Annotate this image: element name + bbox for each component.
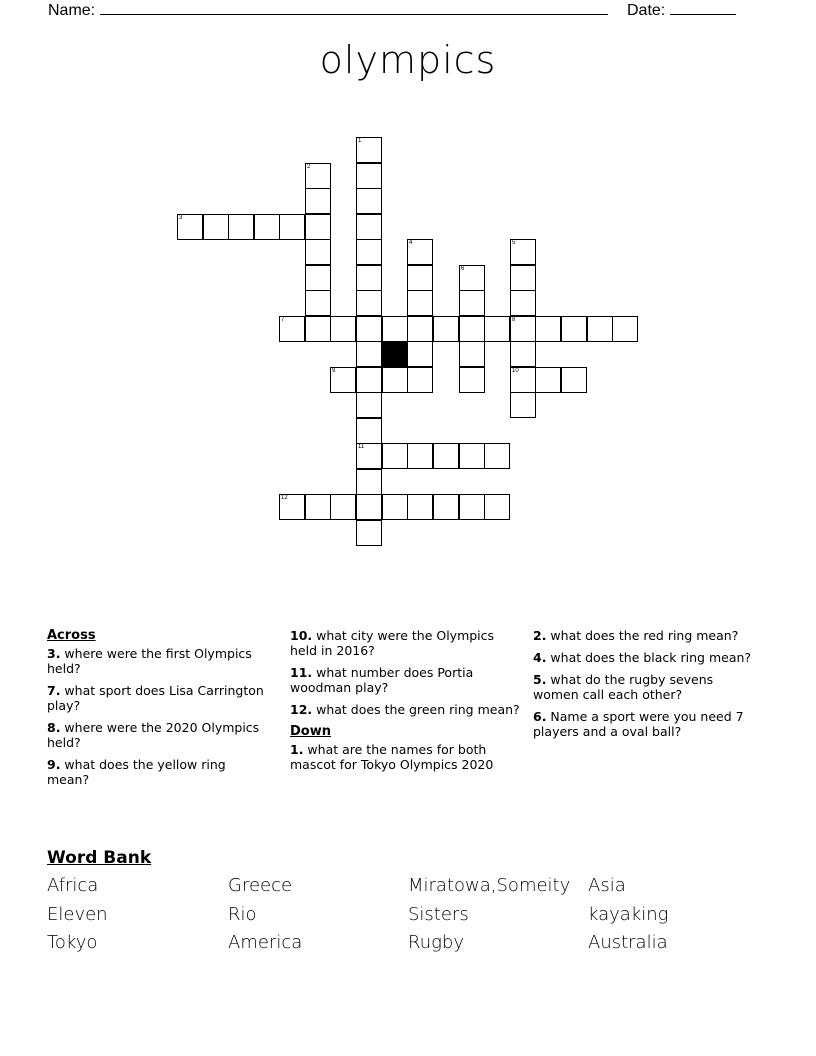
date-label: Date: bbox=[627, 2, 666, 19]
grid-cell[interactable] bbox=[407, 443, 433, 469]
clue-column-3 bbox=[533, 628, 758, 746]
grid-cell[interactable] bbox=[535, 316, 561, 342]
grid-cell[interactable] bbox=[330, 316, 356, 342]
grid-cell[interactable] bbox=[356, 239, 382, 265]
clue-number: 10 bbox=[512, 368, 519, 374]
clue-number: 7 bbox=[281, 317, 285, 323]
grid-cell[interactable] bbox=[356, 137, 382, 163]
grid-cell[interactable] bbox=[330, 494, 356, 520]
clue-text: what does the red ring mean? bbox=[546, 628, 739, 643]
grid-cell[interactable] bbox=[177, 214, 203, 240]
grid-cell[interactable] bbox=[587, 316, 613, 342]
word-bank-word: America bbox=[228, 932, 303, 953]
name-label: Name: bbox=[48, 2, 96, 19]
grid-cell[interactable] bbox=[356, 494, 382, 520]
grid-cell[interactable] bbox=[433, 316, 459, 342]
clue-text: what number does Portia woodman play? bbox=[290, 665, 474, 695]
word-bank-word: Miratowa,Someity bbox=[408, 875, 571, 896]
grid-cell[interactable] bbox=[305, 265, 331, 291]
grid-cell[interactable] bbox=[305, 239, 331, 265]
clue-number: 10. bbox=[290, 628, 313, 643]
clue bbox=[47, 720, 267, 750]
word-bank-word: Rugby bbox=[408, 932, 464, 953]
clue-number: 4. bbox=[533, 650, 547, 665]
grid-cell[interactable] bbox=[356, 443, 382, 469]
clue-text: what does the black ring mean? bbox=[546, 650, 752, 665]
clue-number: 2. bbox=[533, 628, 547, 643]
clue-column-2 bbox=[290, 628, 525, 779]
grid-cell[interactable] bbox=[305, 290, 331, 316]
grid-cell[interactable] bbox=[459, 367, 485, 393]
grid-cell[interactable] bbox=[305, 494, 331, 520]
clue bbox=[290, 702, 525, 717]
clue bbox=[290, 742, 525, 772]
clue-number: 12 bbox=[281, 495, 288, 501]
grid-cell[interactable] bbox=[305, 316, 331, 342]
grid-cell[interactable] bbox=[279, 494, 305, 520]
clue-column-1 bbox=[47, 628, 267, 794]
clue-number: 6. bbox=[533, 709, 547, 724]
grid-cell[interactable] bbox=[356, 341, 382, 367]
grid-cell[interactable] bbox=[228, 214, 254, 240]
word-bank-word: Tokyo bbox=[47, 932, 98, 953]
clue-number: 9. bbox=[47, 757, 61, 772]
grid-cell[interactable] bbox=[510, 392, 536, 418]
clue bbox=[533, 709, 758, 739]
word-bank-word: Australia bbox=[588, 932, 668, 953]
word-bank-word: Rio bbox=[228, 903, 257, 925]
grid-cell[interactable] bbox=[305, 188, 331, 214]
page-title: olympics bbox=[319, 38, 497, 82]
clue-text: what sport does Lisa Carrington play? bbox=[47, 683, 264, 713]
grid-cell[interactable] bbox=[433, 494, 459, 520]
word-bank-word: Greece bbox=[228, 875, 293, 896]
grid-cell[interactable] bbox=[356, 469, 382, 495]
word-bank-word: Sisters bbox=[408, 903, 469, 925]
across-heading: Across bbox=[47, 628, 96, 643]
grid-cell[interactable] bbox=[407, 265, 433, 291]
clue-text: Name a sport were you need 7 players and a oval ball? bbox=[533, 709, 744, 739]
grid-cell[interactable] bbox=[433, 443, 459, 469]
grid-cell[interactable] bbox=[510, 316, 536, 342]
grid-cell[interactable] bbox=[459, 443, 485, 469]
clue bbox=[290, 665, 525, 695]
grid-cell[interactable] bbox=[356, 290, 382, 316]
grid-cell[interactable] bbox=[407, 290, 433, 316]
grid-cell[interactable] bbox=[484, 316, 510, 342]
clue-number: 11. bbox=[290, 665, 313, 680]
word-bank-title: Word Bank bbox=[47, 848, 152, 868]
grid-cell[interactable] bbox=[407, 341, 433, 367]
clue-number: 8. bbox=[47, 720, 61, 735]
clue bbox=[47, 646, 267, 676]
grid-cell[interactable] bbox=[279, 214, 305, 240]
grid-cell[interactable] bbox=[305, 214, 331, 240]
clue-text: what do the rugby sevens women call each other? bbox=[533, 672, 714, 702]
grid-cell[interactable] bbox=[356, 188, 382, 214]
grid-cell[interactable] bbox=[254, 214, 280, 240]
clue bbox=[533, 628, 758, 643]
grid-cell[interactable] bbox=[459, 316, 485, 342]
word-bank-word: Asia bbox=[588, 875, 626, 896]
clue-number: 8 bbox=[512, 317, 516, 323]
grid-cell[interactable] bbox=[459, 265, 485, 291]
clue-text: where were the first Olympics held? bbox=[47, 646, 252, 676]
grid-cell[interactable] bbox=[382, 367, 408, 393]
grid-cell[interactable] bbox=[356, 367, 382, 393]
clue-number: 5 bbox=[512, 240, 516, 246]
clue-text: what are the names for both mascot for Tokyo Olympics 2020 bbox=[290, 742, 494, 772]
clue-number: 7. bbox=[47, 683, 61, 698]
clue-number: 5. bbox=[533, 672, 547, 687]
grid-cell[interactable] bbox=[407, 239, 433, 265]
clue-number: 4 bbox=[409, 240, 413, 246]
grid-cell[interactable] bbox=[612, 316, 638, 342]
grid-cell[interactable] bbox=[356, 316, 382, 342]
grid-cell[interactable] bbox=[561, 316, 587, 342]
grid-cell[interactable] bbox=[305, 163, 331, 189]
grid-cell[interactable] bbox=[510, 239, 536, 265]
clue-text: what does the green ring mean? bbox=[312, 702, 520, 717]
clue-number: 12. bbox=[290, 702, 313, 717]
clue-number: 11 bbox=[358, 444, 365, 450]
grid-cell[interactable] bbox=[561, 367, 587, 393]
clue-text: what does the yellow ring mean? bbox=[47, 757, 226, 787]
word-bank-word: Africa bbox=[47, 875, 99, 896]
grid-cell[interactable] bbox=[203, 214, 229, 240]
grid-cell[interactable] bbox=[356, 214, 382, 240]
clue bbox=[47, 757, 267, 787]
clue-number: 3. bbox=[47, 646, 61, 661]
grid-cell[interactable] bbox=[459, 341, 485, 367]
black-cell bbox=[382, 341, 408, 367]
grid-cell[interactable] bbox=[510, 290, 536, 316]
grid-cell[interactable] bbox=[356, 265, 382, 291]
grid-cell[interactable] bbox=[356, 520, 382, 546]
grid-cell[interactable] bbox=[459, 290, 485, 316]
grid-cell[interactable] bbox=[382, 316, 408, 342]
grid-cell[interactable] bbox=[382, 494, 408, 520]
grid-cell[interactable] bbox=[279, 316, 305, 342]
clue bbox=[533, 672, 758, 702]
grid-cell[interactable] bbox=[330, 367, 356, 393]
clue-number: 1 bbox=[358, 138, 362, 144]
word-bank-word: Eleven bbox=[47, 903, 108, 925]
clue bbox=[47, 683, 267, 713]
clue-number: 9 bbox=[332, 368, 336, 374]
clue bbox=[533, 650, 758, 665]
grid-cell[interactable] bbox=[356, 163, 382, 189]
clue-number: 3 bbox=[179, 215, 183, 221]
grid-cell[interactable] bbox=[407, 316, 433, 342]
grid-cell[interactable] bbox=[459, 494, 485, 520]
grid-cell[interactable] bbox=[356, 392, 382, 418]
clue-text: what city were the Olympics held in 2016? bbox=[290, 628, 495, 658]
clue bbox=[290, 628, 525, 658]
grid-cell[interactable] bbox=[510, 341, 536, 367]
grid-cell[interactable] bbox=[510, 367, 536, 393]
grid-cell[interactable] bbox=[382, 443, 408, 469]
grid-cell[interactable] bbox=[535, 367, 561, 393]
clue-number: 1. bbox=[290, 742, 304, 757]
clue-number: 2 bbox=[307, 164, 311, 170]
word-bank-word: kayaking bbox=[588, 903, 669, 925]
clue-text: where were the 2020 Olympics held? bbox=[47, 720, 260, 750]
clue-number: 6 bbox=[461, 266, 465, 272]
grid-cell[interactable] bbox=[407, 494, 433, 520]
down-heading: Down bbox=[290, 724, 331, 739]
grid-cell[interactable] bbox=[484, 443, 510, 469]
grid-cell[interactable] bbox=[407, 367, 433, 393]
grid-cell[interactable] bbox=[356, 418, 382, 444]
grid-cell[interactable] bbox=[510, 265, 536, 291]
grid-cell[interactable] bbox=[484, 494, 510, 520]
